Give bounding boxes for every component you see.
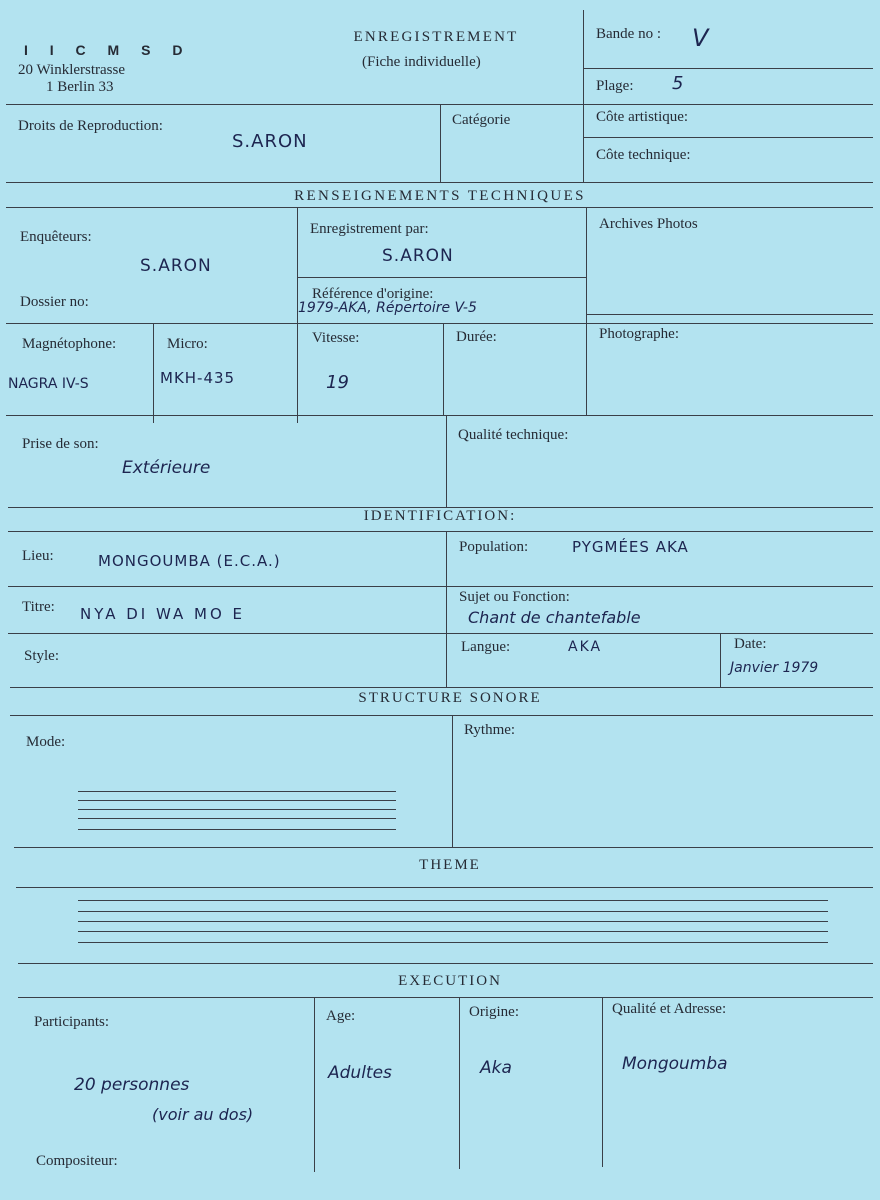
form-subtitle: (Fiche individuelle)	[362, 54, 481, 70]
droits-value: S.ARON	[232, 131, 308, 152]
qualite-technique-label: Qualité technique:	[458, 427, 569, 443]
archives-divider	[586, 207, 587, 415]
date-divider	[720, 633, 721, 687]
vitesse-label: Vitesse:	[312, 330, 360, 346]
dossier-label: Dossier no:	[20, 294, 89, 310]
dossier-bottom-rule	[6, 323, 873, 324]
enqueteurs-value: S.ARON	[140, 256, 212, 276]
date-value: Janvier 1979	[730, 660, 819, 676]
section-technical-title: RENSEIGNEMENTS TECHNIQUES	[294, 188, 586, 204]
theme-bottom-rule	[18, 963, 873, 964]
langue-value: AKA	[568, 639, 603, 655]
theme-title-rule	[16, 887, 873, 888]
population-label: Population:	[459, 539, 529, 555]
photographe-label: Photographe:	[599, 326, 679, 342]
institute-logo: I I C M S D	[24, 42, 192, 58]
origine-label: Origine:	[469, 1004, 519, 1020]
age-divider	[314, 997, 315, 1172]
structure-title-rule	[10, 715, 873, 716]
titre-value: NYA DI WA MO E	[80, 605, 246, 623]
origine-value: Aka	[480, 1058, 512, 1078]
magnetophone-label: Magnétophone:	[22, 336, 117, 352]
mode-label: Mode:	[26, 734, 66, 750]
droits-label: Droits de Reproduction:	[18, 118, 163, 134]
date-label: Date:	[734, 636, 767, 652]
micro-label: Micro:	[167, 336, 208, 352]
section-identification-title: IDENTIFICATION:	[363, 508, 517, 524]
archives-photos-label: Archives Photos	[599, 216, 698, 232]
section-execution-title: EXECUTION	[398, 973, 502, 989]
rythme-label: Rythme:	[464, 722, 516, 738]
langue-label: Langue:	[461, 639, 511, 655]
sujet-value: Chant de chantefable	[468, 608, 641, 627]
age-value: Adultes	[328, 1063, 392, 1083]
enregistrement-rule	[297, 277, 586, 278]
identification-title-rule	[8, 531, 873, 532]
rights-bottom-rule	[6, 182, 873, 183]
photographe-bottom-rule	[6, 415, 873, 416]
participants-value-line2: (voir au dos)	[152, 1105, 254, 1124]
duree-divider	[443, 323, 444, 415]
magnetophone-value: NAGRA IV-S	[8, 376, 89, 392]
address-city: 1 Berlin 33	[46, 79, 114, 95]
section-theme-title: THEME	[419, 857, 481, 873]
micro-value: MKH-435	[160, 369, 236, 387]
bande-value: V	[692, 24, 709, 52]
header-divider	[583, 10, 584, 105]
identification-bottom-rule	[10, 687, 873, 688]
style-label: Style:	[24, 648, 60, 664]
prise-de-son-label: Prise de son:	[22, 436, 99, 452]
age-label: Age:	[326, 1008, 356, 1024]
compositeur-label: Compositeur:	[36, 1153, 118, 1169]
qualite-divider	[446, 415, 447, 507]
enqueteurs-label: Enquêteurs:	[20, 229, 92, 245]
qualite-adresse-label: Qualité et Adresse:	[612, 1001, 727, 1017]
origine-divider	[459, 997, 460, 1169]
vitesse-value: 19	[326, 372, 349, 393]
duree-label: Durée:	[456, 329, 497, 345]
address-street: 20 Winklerstrasse	[18, 62, 126, 78]
participants-label: Participants:	[34, 1014, 109, 1030]
execution-title-rule	[18, 997, 873, 998]
population-value: PYGMÉES AKA	[572, 538, 689, 556]
prise-de-son-value: Extérieure	[122, 458, 211, 478]
archives-bottom-rule	[586, 314, 873, 315]
enregistrement-value: S.ARON	[382, 246, 454, 266]
plage-value: 5	[672, 73, 684, 94]
micro-divider	[153, 323, 154, 423]
cote-rule	[583, 137, 873, 138]
cote-divider	[583, 104, 584, 182]
lieu-value: MONGOUMBA (E.C.A.)	[98, 552, 281, 570]
cote-technique-label: Côte technique:	[596, 147, 691, 163]
reference-value: 1979-AKA, Répertoire V-5	[298, 300, 477, 316]
technical-title-rule	[6, 207, 873, 208]
plage-label: Plage:	[596, 78, 634, 94]
structure-bottom-rule	[14, 847, 873, 848]
section-structure-title: STRUCTURE SONORE	[358, 690, 542, 706]
bande-label: Bande no :	[596, 26, 661, 42]
form-title: ENREGISTREMENT	[353, 29, 519, 45]
bande-rule	[583, 68, 873, 69]
reference-label: Référence d'origine:	[312, 286, 434, 302]
categorie-divider	[440, 104, 441, 182]
titre-label: Titre:	[22, 599, 55, 615]
qualite-adresse-value: Mongoumba	[622, 1054, 728, 1074]
cote-artistique-label: Côte artistique:	[596, 109, 689, 125]
qualite-adresse-divider	[602, 997, 603, 1167]
lieu-label: Lieu:	[22, 548, 54, 564]
titre-bottom-rule	[8, 633, 873, 634]
sujet-label: Sujet ou Fonction:	[459, 589, 570, 605]
rythme-divider	[452, 715, 453, 847]
participants-value-line1: 20 personnes	[74, 1075, 190, 1095]
enregistrement-label: Enregistrement par:	[310, 221, 429, 237]
lieu-bottom-rule	[8, 586, 873, 587]
categorie-label: Catégorie	[452, 112, 511, 128]
population-divider	[446, 531, 447, 687]
